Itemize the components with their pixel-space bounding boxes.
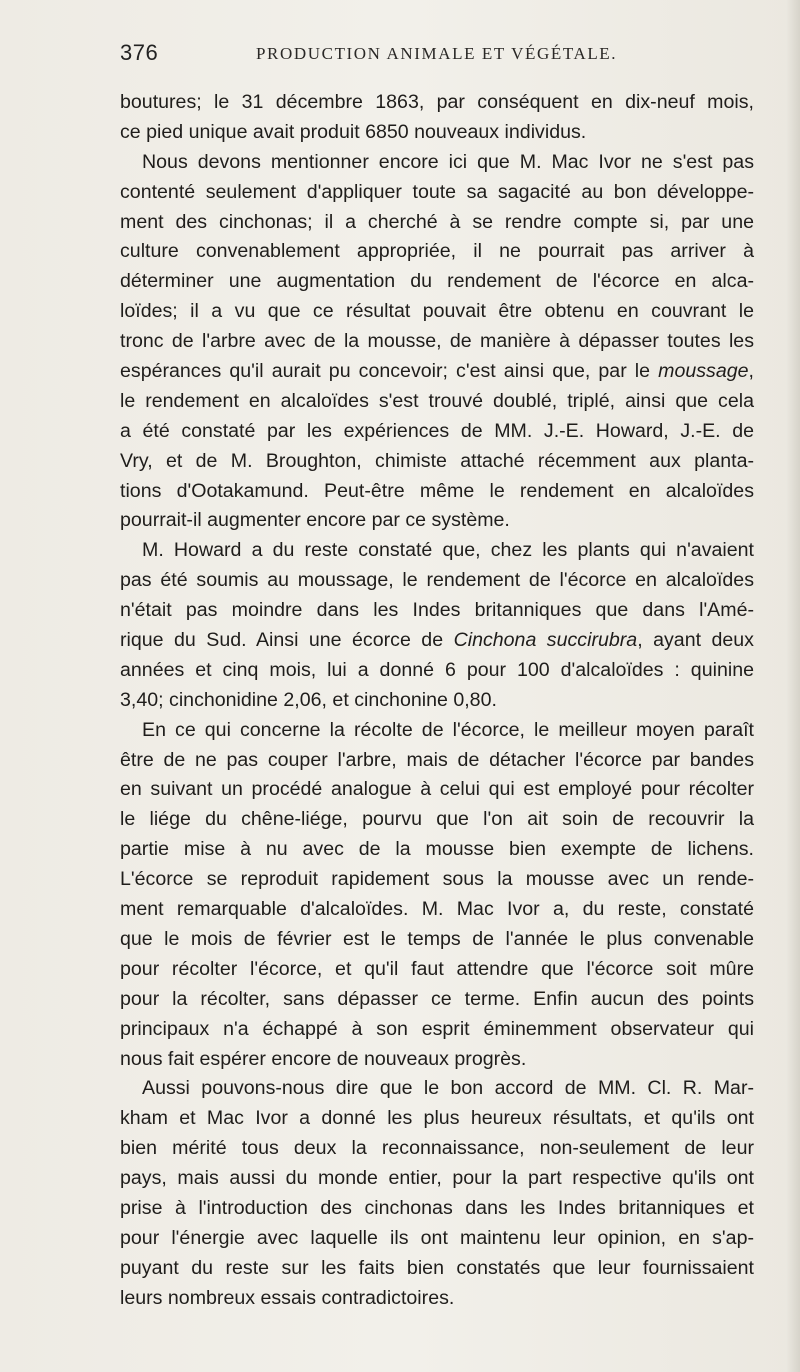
text-line: leurs nombreux essais contradictoires. [120, 1286, 455, 1309]
text-line: pourrait-il augmenter encore par ce système. [120, 509, 510, 532]
text-line: L'écorce se reproduit rapidement sous la mousse avec un rende- [120, 868, 754, 891]
text-line: en suivant un procédé analogue à celui qui est employé pour récolter [120, 778, 754, 801]
text-line: le rendement en alcaloïdes s'est trouvé doublé, triplé, ainsi que cela [120, 389, 754, 412]
text-line: espérances qu'il aurait pu concevoir; c'est ainsi que, par le moussage, [120, 360, 754, 383]
text-line: tronc de l'arbre avec de la mousse, de manière à dépasser toutes les [120, 330, 754, 353]
text-line: boutures; le 31 décembre 1863, par conséquent en dix-neuf mois, [120, 91, 754, 113]
page-edge-shadow [786, 0, 800, 1372]
italic-term: Cinchona succirubra [453, 629, 638, 652]
text-line: 3,40; cinchonidine 2,06, et cinchonine 0,80. [120, 688, 497, 711]
text-line: pour la récolter, sans dépasser ce terme. Enfin aucun des points [120, 987, 754, 1010]
text-line: ment des cinchonas; il a cherché à se rendre compte si, par une [120, 210, 754, 233]
text-line: ce pied unique avait produit 6850 nouveaux individus. [120, 120, 587, 143]
text-line: ment remarquable d'alcaloïdes. M. Mac Ivor a, du reste, constaté [120, 898, 754, 921]
text-line: culture convenablement appropriée, il ne pourrait pas arriver à [120, 240, 754, 263]
text-line: principaux n'a échappé à son esprit éminemment observateur qui [120, 1017, 754, 1040]
text-line: tions d'Ootakamund. Peut-être même le rendement en alcaloïdes [120, 479, 754, 502]
text-line: kham et Mac Ivor a donné les plus heureux résultats, et qu'ils ont [120, 1107, 754, 1130]
text-line: M. Howard a du reste constaté que, chez les plants qui n'avaient [142, 539, 754, 562]
text-line: pays, mais aussi du monde entier, pour la part respective qu'ils ont [120, 1167, 754, 1190]
text-line: prise à l'introduction des cinchonas dans les Indes britanniques et [120, 1196, 754, 1219]
text-line: rique du Sud. Ainsi une écorce de Cinchona succirubra, ayant deux [120, 629, 754, 652]
text-line: Aussi pouvons-nous dire que le bon accord de MM. Cl. R. Mar- [142, 1077, 754, 1100]
text-line: le liége du chêne-liége, pourvu que l'on ait soin de recouvrir la [120, 808, 754, 831]
page-header [120, 40, 752, 70]
text-line: n'était pas moindre dans les Indes britanniques que dans l'Amé- [120, 599, 754, 622]
text-line: années et cinq mois, lui a donné 6 pour 100 d'alcaloïdes : quinine [120, 658, 754, 681]
text-line: contenté seulement d'appliquer toute sa sagacité au bon développe- [120, 180, 754, 203]
italic-term: moussage [658, 360, 749, 383]
text-line: En ce qui concerne la récolte de l'écorce, le meilleur moyen paraît [142, 718, 754, 741]
text-line: a été constaté par les expériences de MM. J.-E. Howard, J.-E. de [120, 419, 754, 442]
text-line: être de ne pas couper l'arbre, mais de détacher l'écorce par bandes [120, 748, 754, 771]
text-line: bien mérité tous deux la reconnaissance, non-seulement de leur [120, 1137, 754, 1160]
text-line: partie mise à nu avec de la mousse bien exempte de lichens. [120, 838, 754, 861]
page-number: 376 [120, 40, 159, 65]
text-line: nous fait espérer encore de nouveaux progrès. [120, 1047, 527, 1070]
text-line: déterminer une augmentation du rendement de l'écorce en alca- [120, 270, 754, 293]
body-text [120, 88, 754, 1314]
text-line: que le mois de février est le temps de l'année le plus convenable [120, 927, 754, 950]
text-line: puyant du reste sur les faits bien constatés que leur fournissaient [120, 1256, 754, 1279]
text-line: Vry, et de M. Broughton, chimiste attaché récemment aux planta- [120, 449, 754, 472]
text-line: loïdes; il a vu que ce résultat pouvait être obtenu en couvrant le [120, 300, 754, 323]
text-line: pour l'énergie avec laquelle ils ont maintenu leur opinion, en s'ap- [120, 1226, 754, 1249]
running-title: PRODUCTION ANIMALE ET VÉGÉTALE. [256, 44, 618, 63]
text-line: pas été soumis au moussage, le rendement de l'écorce en alcaloïdes [120, 569, 754, 592]
text-line: Nous devons mentionner encore ici que M. Mac Ivor ne s'est pas [142, 150, 754, 173]
text-line: pour récolter l'écorce, et qu'il faut attendre que l'écorce soit mûre [120, 957, 754, 980]
